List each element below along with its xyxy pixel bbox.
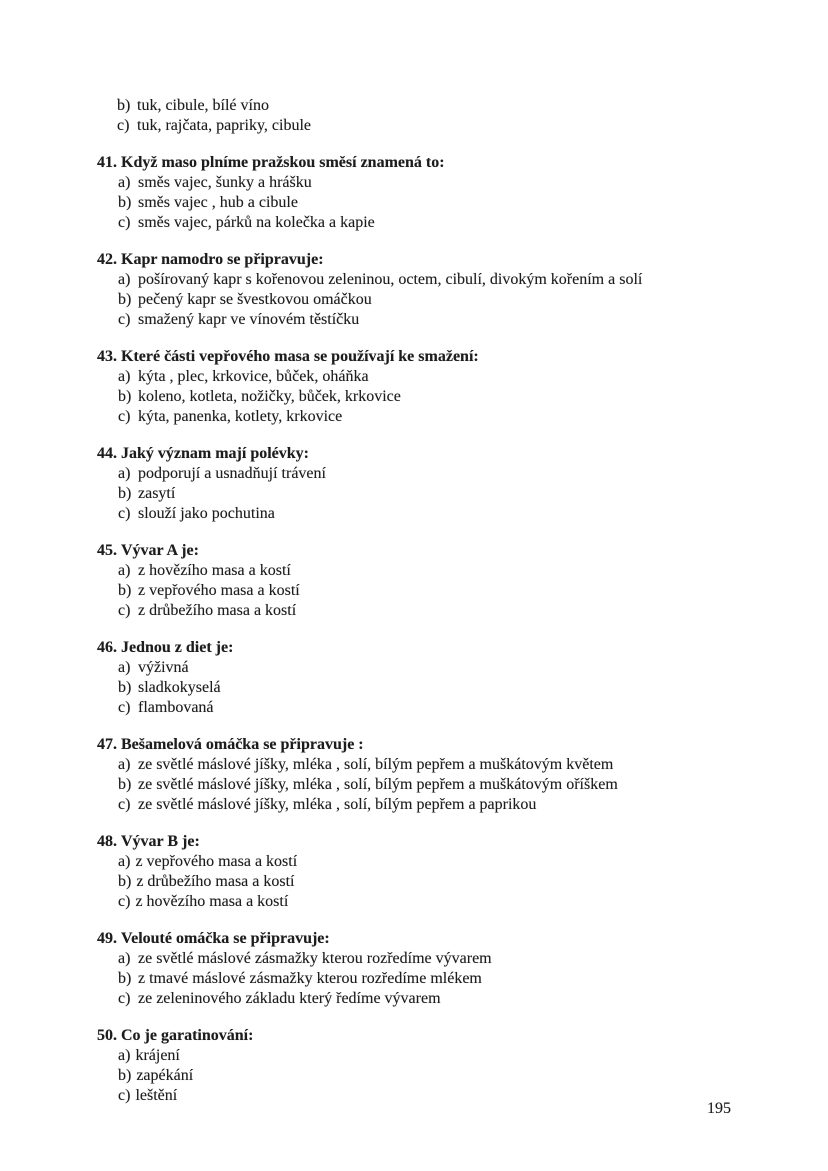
answer-option-a bbox=[97, 852, 740, 872]
option-text: z vepřového masa a kostí bbox=[135, 853, 298, 870]
question-number: 47. bbox=[97, 736, 117, 753]
option-letter: b) bbox=[118, 388, 132, 405]
answer-option-a bbox=[97, 658, 740, 678]
answer-options bbox=[97, 270, 740, 330]
question-title: Kapr namodro se připravuje: bbox=[121, 251, 324, 268]
option-letter: c) bbox=[118, 602, 131, 619]
option-text: z drůbežího masa a kostí bbox=[138, 602, 297, 619]
answer-option-b bbox=[97, 678, 740, 698]
answer-option-c bbox=[97, 407, 740, 427]
answer-options bbox=[97, 949, 740, 1009]
option-text: ze světlé máslové jíšky, mléka , solí, bílým pepřem a muškátovým květem bbox=[138, 756, 614, 773]
question-header bbox=[97, 735, 740, 755]
option-text: tuk, cibule, bílé víno bbox=[137, 97, 269, 114]
option-letter: b) bbox=[118, 679, 132, 696]
option-letter: c) bbox=[118, 796, 131, 813]
answer-option-c bbox=[97, 795, 740, 815]
question-title: Jednou z diet je: bbox=[121, 639, 234, 656]
option-letter: a) bbox=[118, 174, 131, 191]
option-text: kýta , plec, krkovice, bůček, oháňka bbox=[138, 368, 369, 385]
answer-option-b bbox=[97, 484, 740, 504]
question-header bbox=[97, 347, 740, 367]
option-letter: a) bbox=[118, 756, 131, 773]
option-text: kýta, panenka, kotlety, krkovice bbox=[138, 408, 343, 425]
answer-option-b bbox=[97, 872, 740, 892]
answer-option-c bbox=[97, 213, 740, 233]
question-47 bbox=[97, 735, 740, 815]
option-text: z hovězího masa a kostí bbox=[135, 893, 289, 910]
question-44 bbox=[97, 444, 740, 524]
question-41 bbox=[97, 153, 740, 233]
option-letter: c) bbox=[117, 117, 130, 134]
option-text: sladkokyselá bbox=[138, 679, 221, 696]
answer-option-b bbox=[97, 969, 740, 989]
question-48 bbox=[97, 832, 740, 912]
option-text: podporují a usnadňují trávení bbox=[138, 465, 326, 482]
option-letter: b) bbox=[117, 97, 131, 114]
option-letter: c) bbox=[118, 214, 131, 231]
question-header bbox=[97, 638, 740, 658]
question-title: Když maso plníme pražskou směsí znamená to: bbox=[121, 154, 445, 171]
option-letter: c) bbox=[118, 699, 131, 716]
option-text: zapékání bbox=[136, 1067, 194, 1084]
option-letter: b) bbox=[118, 194, 132, 211]
question-title: Vývar A je: bbox=[121, 542, 199, 559]
question-title: Velouté omáčka se připravuje: bbox=[121, 930, 330, 947]
carryover-options bbox=[97, 96, 740, 136]
answer-option-a bbox=[97, 464, 740, 484]
option-letter: b) bbox=[118, 291, 132, 308]
option-letter: a) bbox=[118, 271, 131, 288]
question-45 bbox=[97, 541, 740, 621]
option-text: zasytí bbox=[138, 485, 176, 502]
option-text: z vepřového masa a kostí bbox=[138, 582, 300, 599]
answer-option-b bbox=[97, 775, 740, 795]
question-46 bbox=[97, 638, 740, 718]
option-text: tuk, rajčata, papriky, cibule bbox=[137, 117, 311, 134]
answer-option-c bbox=[97, 504, 740, 524]
question-header bbox=[97, 541, 740, 561]
question-title: Vývar B je: bbox=[121, 833, 200, 850]
answer-option-b bbox=[97, 290, 740, 310]
option-letter: a) bbox=[118, 853, 131, 870]
question-42 bbox=[97, 250, 740, 330]
question-header bbox=[97, 929, 740, 949]
question-number: 49. bbox=[97, 930, 117, 947]
answer-option-b bbox=[97, 581, 740, 601]
option-letter: b) bbox=[118, 582, 132, 599]
answer-option-c bbox=[97, 601, 740, 621]
question-number: 44. bbox=[97, 445, 117, 462]
option-text: ze světlé máslové jíšky, mléka , solí, bílým pepřem a muškátovým oříškem bbox=[138, 776, 618, 793]
answer-options bbox=[97, 852, 740, 912]
answer-option-a bbox=[97, 561, 740, 581]
option-letter: a) bbox=[118, 562, 131, 579]
question-number: 41. bbox=[97, 154, 117, 171]
question-title: Jaký význam mají polévky: bbox=[121, 445, 309, 462]
option-text: směs vajec, šunky a hrášku bbox=[138, 174, 312, 191]
option-letter: a) bbox=[118, 1047, 131, 1064]
question-header bbox=[97, 444, 740, 464]
answer-options bbox=[97, 1046, 740, 1106]
answer-option-c bbox=[97, 1086, 740, 1106]
option-letter: a) bbox=[118, 368, 131, 385]
answer-option-b bbox=[97, 193, 740, 213]
option-text: z drůbežího masa a kostí bbox=[136, 873, 295, 890]
question-50 bbox=[97, 1026, 740, 1106]
option-text: pošírovaný kapr s kořenovou zeleninou, octem, cibulí, divokým kořením a solí bbox=[138, 271, 643, 288]
answer-options bbox=[97, 755, 740, 815]
option-letter: c) bbox=[118, 505, 131, 522]
option-letter: c) bbox=[118, 990, 131, 1007]
option-letter: b) bbox=[118, 776, 132, 793]
question-header bbox=[97, 1026, 740, 1046]
option-letter: c) bbox=[118, 311, 131, 328]
answer-option-a bbox=[97, 949, 740, 969]
option-text: smažený kapr ve vínovém těstíčku bbox=[138, 311, 360, 328]
answer-options bbox=[97, 464, 740, 524]
answer-option-a bbox=[97, 755, 740, 775]
option-text: výživná bbox=[138, 659, 189, 676]
option-letter: c) bbox=[118, 408, 131, 425]
option-letter: c) bbox=[118, 1087, 131, 1104]
answer-option-c bbox=[97, 892, 740, 912]
option-text: z hovězího masa a kostí bbox=[138, 562, 291, 579]
option-text: slouží jako pochutina bbox=[138, 505, 275, 522]
option-text: směs vajec , hub a cibule bbox=[138, 194, 298, 211]
question-header bbox=[97, 250, 740, 270]
page-content bbox=[97, 96, 740, 1106]
option-letter: a) bbox=[118, 950, 131, 967]
answer-option-a bbox=[97, 1046, 740, 1066]
option-text: pečený kapr se švestkovou omáčkou bbox=[138, 291, 372, 308]
option-letter: b) bbox=[118, 873, 132, 890]
option-text: ze zeleninového základu který ředíme vývarem bbox=[138, 990, 441, 1007]
answer-option-a bbox=[97, 270, 740, 290]
answer-option-b bbox=[97, 96, 740, 116]
option-letter: b) bbox=[118, 970, 132, 987]
answer-option-c bbox=[97, 698, 740, 718]
option-text: z tmavé máslové zásmažky kterou rozředíme mlékem bbox=[138, 970, 482, 987]
answer-option-b bbox=[97, 387, 740, 407]
page-number: 195 bbox=[707, 1100, 731, 1117]
answer-option-c bbox=[97, 116, 740, 136]
option-text: krájení bbox=[135, 1047, 180, 1064]
question-title: Které části vepřového masa se používají ke smažení: bbox=[121, 348, 479, 365]
question-header bbox=[97, 153, 740, 173]
option-letter: b) bbox=[118, 485, 132, 502]
answer-option-c bbox=[97, 310, 740, 330]
answer-options bbox=[97, 367, 740, 427]
question-list bbox=[97, 153, 740, 1106]
question-title: Co je garatinování: bbox=[121, 1027, 254, 1044]
option-text: leštění bbox=[135, 1087, 178, 1104]
question-number: 48. bbox=[97, 833, 117, 850]
answer-options bbox=[97, 561, 740, 621]
option-text: ze světlé máslové zásmažky kterou rozředíme vývarem bbox=[138, 950, 492, 967]
answer-options bbox=[97, 658, 740, 718]
option-letter: a) bbox=[118, 659, 131, 676]
question-number: 42. bbox=[97, 251, 117, 268]
question-header bbox=[97, 832, 740, 852]
question-number: 43. bbox=[97, 348, 117, 365]
question-49 bbox=[97, 929, 740, 1009]
answer-option-c bbox=[97, 989, 740, 1009]
answer-option-a bbox=[97, 367, 740, 387]
question-43 bbox=[97, 347, 740, 427]
question-number: 46. bbox=[97, 639, 117, 656]
option-letter: c) bbox=[118, 893, 131, 910]
answer-option-b bbox=[97, 1066, 740, 1086]
option-text: flambovaná bbox=[138, 699, 214, 716]
option-text: směs vajec, párků na kolečka a kapie bbox=[138, 214, 375, 231]
question-number: 45. bbox=[97, 542, 117, 559]
option-letter: a) bbox=[118, 465, 131, 482]
question-title: Bešamelová omáčka se připravuje : bbox=[121, 736, 364, 753]
option-text: koleno, kotleta, nožičky, bůček, krkovice bbox=[138, 388, 401, 405]
question-number: 50. bbox=[97, 1027, 117, 1044]
option-letter: b) bbox=[118, 1067, 132, 1084]
answer-options bbox=[97, 173, 740, 233]
option-text: ze světlé máslové jíšky, mléka , solí, bílým pepřem a paprikou bbox=[138, 796, 537, 813]
answer-option-a bbox=[97, 173, 740, 193]
